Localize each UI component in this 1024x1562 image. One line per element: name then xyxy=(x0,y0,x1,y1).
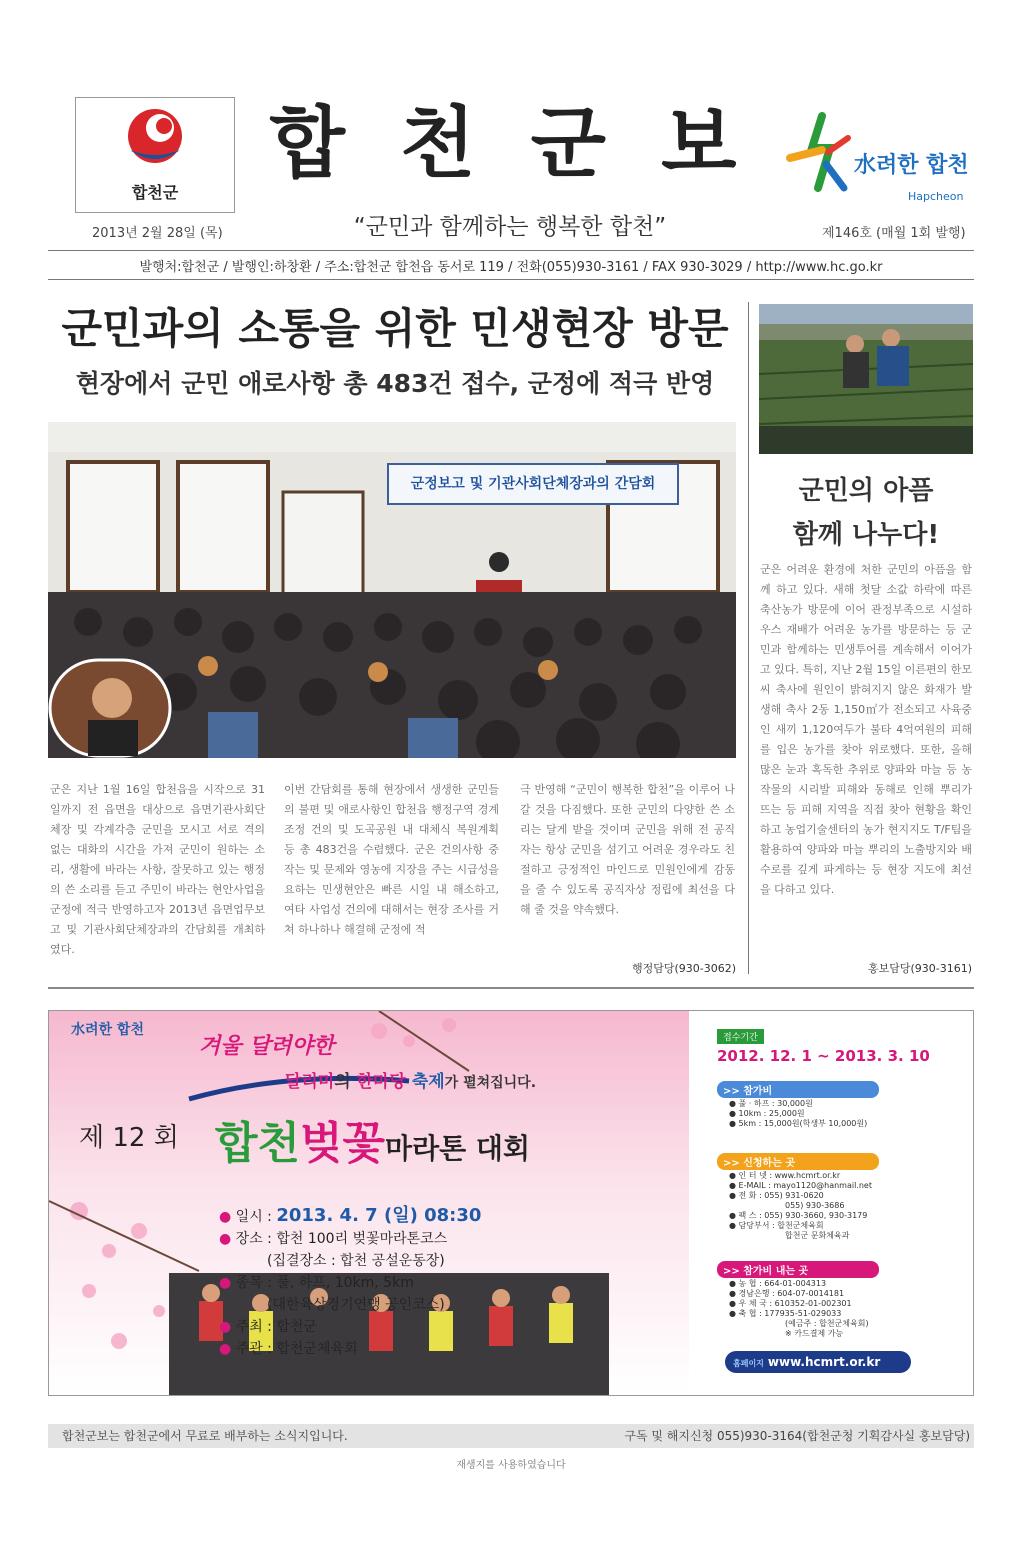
top-rule xyxy=(48,250,974,251)
ad-brand-logo: 水려한 합천 xyxy=(71,1022,144,1038)
newspaper-slogan: “군민과 함께하는 행복한 합천” xyxy=(353,214,667,240)
ad-detail-value: (집결장소 : 합천 공설운동장) xyxy=(267,1253,445,1269)
ad-detail-value: 풀, 하프, 10km, 5km xyxy=(276,1275,414,1291)
seal-text: 합천군 xyxy=(131,183,179,202)
ad-apply-list xyxy=(729,1171,872,1241)
ad-apply-item: ● 전 화 : 055) 931-0620 xyxy=(729,1191,824,1200)
marathon-advertisement xyxy=(48,1010,974,1396)
ad-tagline-a: 달리미 xyxy=(285,1072,335,1092)
ad-detail-label: 일시 : xyxy=(235,1209,272,1225)
field-visit-illustration xyxy=(759,304,973,454)
ad-title-a: 합천 xyxy=(215,1118,301,1169)
footer-right-text: 구독 및 해지신청 055)930-3164(합천군청 기획감사실 홍보담당) xyxy=(624,1429,970,1443)
ad-detail-label: 주관 : xyxy=(235,1341,272,1357)
ad-period-label: 접수기간 xyxy=(717,1029,764,1044)
ad-detail-row: ● 일시 : 2013. 4. 7 (일) 08:30 xyxy=(219,1205,482,1226)
publisher-info-bar: 발행처:합천군 / 발행인:하창환 / 주소:합천군 합천읍 동서로 119 / 전화(055)930-3161 / FAX 930-3029 / http://www.hc.go.kr xyxy=(139,260,883,275)
ad-pay-header: >> 참가비 내는 곳 xyxy=(717,1261,879,1278)
photo-banner-text: 군정보고 및 기관사회단체장과의 간담회 xyxy=(410,476,656,492)
issue-number: 제146호 (매월 1회 발행) xyxy=(822,226,966,241)
ad-pay-item: ● 농 협 : 664-01-004313 xyxy=(729,1279,827,1288)
county-seal-logo xyxy=(75,97,235,213)
article-column-3: 극 반영해 “군민이 행복한 합천”을 이루어 나갈 것을 다짐했다. 또한 군민의 다양한 쓴 소리는 달게 받을 것이며 군민을 위해 전 공직자는 항상 군민을 섬기고 어려운 경우라도 친절하고 긍정적인 마인드로 민원인에게 감동을 줄 수 있도록 공직자상 정립에 최선을 다해 줄 것을 약속했다. xyxy=(520,783,735,916)
ad-detail-value: 합천군 xyxy=(276,1319,317,1335)
ad-tagline-e: 가 펼쳐집니다. xyxy=(444,1075,537,1091)
ad-title-b: 벚꽃 xyxy=(300,1118,386,1169)
ad-script-tagline: 겨울 달려야한 xyxy=(199,1034,335,1059)
ad-pay-item: ● 경남은행 : 604-07-0014181 xyxy=(729,1289,845,1298)
article-column-1: 군은 지난 1월 16일 합천읍을 시작으로 31일까지 전 읍면을 대상으로 읍면기관사회단체장 및 각계각층 군민을 모시고 서로 격의 없는 대화의 시간을 가져 군민이 원하는 소리, 생활에 바라는 사항, 잘못하고 있는 행정의 쓴 소리를 듣고 주민이 바라는 현안사업을 군정에 적극 반영하고자 2013년 읍면업무보고 및 기관사회단체장과의 간담회를 개최하였다. xyxy=(50,783,265,956)
ad-tagline-d: 축제 xyxy=(405,1072,445,1092)
ad-detail-value: 합천군체육회 xyxy=(276,1341,358,1357)
section-rule xyxy=(48,987,974,989)
main-headline: 군민과의 소통을 위한 민생현장 방문 xyxy=(61,304,729,353)
ad-detail-value: 2013. 4. 7 (일) 08:30 xyxy=(276,1205,482,1226)
ad-fee-list xyxy=(729,1099,867,1129)
ad-detail-label: 장소 : xyxy=(235,1231,272,1247)
main-subheadline: 현장에서 군민 애로사항 총 483건 접수, 군정에 적극 반영 xyxy=(75,369,715,398)
ad-pay-list xyxy=(729,1279,869,1339)
ad-apply-item: 055) 930-3686 xyxy=(785,1201,845,1210)
article-column-2: 이번 간담회를 통해 현장에서 생생한 군민들의 불편 및 애로사항인 합천읍 행정구역 경계 조정 건의 및 도곡공원 내 대체식 복원계획 등 총 483건을 수렴했다. 군은 건의사항 중 작는 및 문제와 영농에 지장을 주는 시급성을 요하는 민생현안은 빠른 시일 내 해소하고, 여타 사업성 건의에 대해서는 현장 조사를 거쳐 하나하나 해결해 군정에 적 xyxy=(284,783,499,936)
ad-apply-item: ● 담당부서 : 합천군체육회 xyxy=(729,1221,824,1230)
ad-website-pill[interactable] xyxy=(725,1351,911,1373)
brand-logo xyxy=(782,108,982,208)
ad-pay-item: ● 우 체 국 : 610352-01-002301 xyxy=(729,1299,852,1308)
ad-site-url[interactable]: www.hcmrt.or.kr xyxy=(767,1355,881,1369)
ad-apply-item: 합천군 문화체육과 xyxy=(785,1231,850,1240)
ad-detail-label: 주최 : xyxy=(235,1319,272,1335)
ad-detail-label: 종목 : xyxy=(235,1275,272,1291)
side-headline-line1: 군민의 아픔 xyxy=(798,476,934,506)
ad-detail-row: ● 장소 : 합천 100리 벚꽃마라톤코스 xyxy=(219,1231,448,1247)
ad-apply-item: ● E-MAIL : mayo1120@hanmail.net xyxy=(729,1181,872,1190)
ad-apply-item: ● 팩 스 : 055) 930-3660, 930-3179 xyxy=(729,1211,868,1220)
ad-detail-row xyxy=(219,1250,481,1272)
ad-event-details xyxy=(219,1205,481,1360)
side-headline-line2: 함께 나누다! xyxy=(792,520,940,550)
ad-detail-row: ● 종목 : 풀, 하프, 10km, 5km xyxy=(219,1275,414,1291)
ad-title xyxy=(215,1107,530,1171)
publication-date: 2013년 2월 28일 (목) xyxy=(92,226,223,241)
footer-left-text: 합천군보는 합천군에서 무료로 배부하는 소식지입니다. xyxy=(62,1429,348,1443)
brand-logo-sub: Hapcheon xyxy=(908,190,964,203)
side-article-body: 군은 어려운 환경에 처한 군민의 아픔을 함께 하고 있다. 새해 첫달 소값 하락에 따른 축산농가 방문에 이어 관정부족으로 시설하우스 재배가 어려운 농가를 방문하는 등 군민과 함께하는 민생투어를 계속해서 이어가고 있다. 특히, 지난 2월 15일 이른편의 한모씨 축사에 원인이 밝혀지지 않은 화재가 발생해 축사 2동 1,150㎡가 전소되고 사육중인 새끼 1,120여두가 불타 4억여원의 피해를 입은 농가를 찾아 위로했다. 또한, 올해 많은 눈과 혹독한 추위로 양파와 마늘 등 농작물의 시리발 피해와 동해로 인해 뿌리가 뜨는 등 피해 지역을 직접 찾아 현황을 확인하고 농업기술센터의 농가 현지지도 T/F팀을 활용하여 양파와 마늘 뿌리의 노출방지와 배수로를 깊게 파게하는 등 현장 지도에 최선을 다하고 있다. xyxy=(760,563,972,896)
ad-site-label: 홈페이지 xyxy=(733,1359,764,1368)
ad-period: 2012. 12. 1 ~ 2013. 3. 10 xyxy=(717,1047,930,1065)
ad-fee-item: ● 풀 · 하프 : 30,000원 xyxy=(729,1099,813,1108)
ad-tagline-c: 한마당 xyxy=(356,1072,406,1092)
ad-detail-value: 합천 100리 벚꽃마라톤코스 xyxy=(276,1231,448,1247)
ad-detail-row xyxy=(219,1294,481,1316)
newspaper-title: 합 천 군 보 xyxy=(269,99,751,189)
ad-pay-item: (예금주 : 합천군체육회) xyxy=(785,1319,869,1328)
ad-pay-item: ● 축 협 : 177935-51-029033 xyxy=(729,1309,842,1318)
info-rule xyxy=(48,279,974,280)
ad-tagline xyxy=(285,1067,536,1092)
ad-fee-item: ● 10km : 25,000원 xyxy=(729,1109,805,1118)
ad-detail-row: ● 주관 : 합천군체육회 xyxy=(219,1341,358,1357)
meeting-photo xyxy=(48,422,736,758)
ad-title-c: 마라톤 대회 xyxy=(385,1132,531,1165)
ad-pay-item: ※ 카드결제 가능 xyxy=(785,1329,844,1338)
side-article-contact: 홍보담당(930-3161) xyxy=(867,962,972,975)
ad-detail-value: (대한육상경기연맹 공인코스) xyxy=(267,1297,445,1313)
field-visit-photo xyxy=(759,304,973,454)
ad-fee-header: >> 참가비 xyxy=(717,1081,879,1098)
brand-logo-text: 水려한 합천 xyxy=(854,153,969,178)
ad-detail-row: ● 주최 : 합천군 xyxy=(219,1319,317,1335)
ad-fee-item: ● 5km : 15,000원(학생부 10,000원) xyxy=(729,1119,868,1128)
ad-apply-item: ● 인 터 넷 : www.hcmrt.or.kr xyxy=(729,1171,841,1180)
ad-round: 제 12 회 xyxy=(79,1123,179,1153)
recycled-paper-note: 재생지를 사용하였습니다 xyxy=(456,1460,566,1471)
ad-apply-header: >> 신청하는 곳 xyxy=(717,1153,879,1170)
ad-tagline-b: 의 xyxy=(334,1072,357,1092)
column-divider xyxy=(748,302,749,974)
article-contact: 행정담당(930-3062) xyxy=(631,962,736,975)
